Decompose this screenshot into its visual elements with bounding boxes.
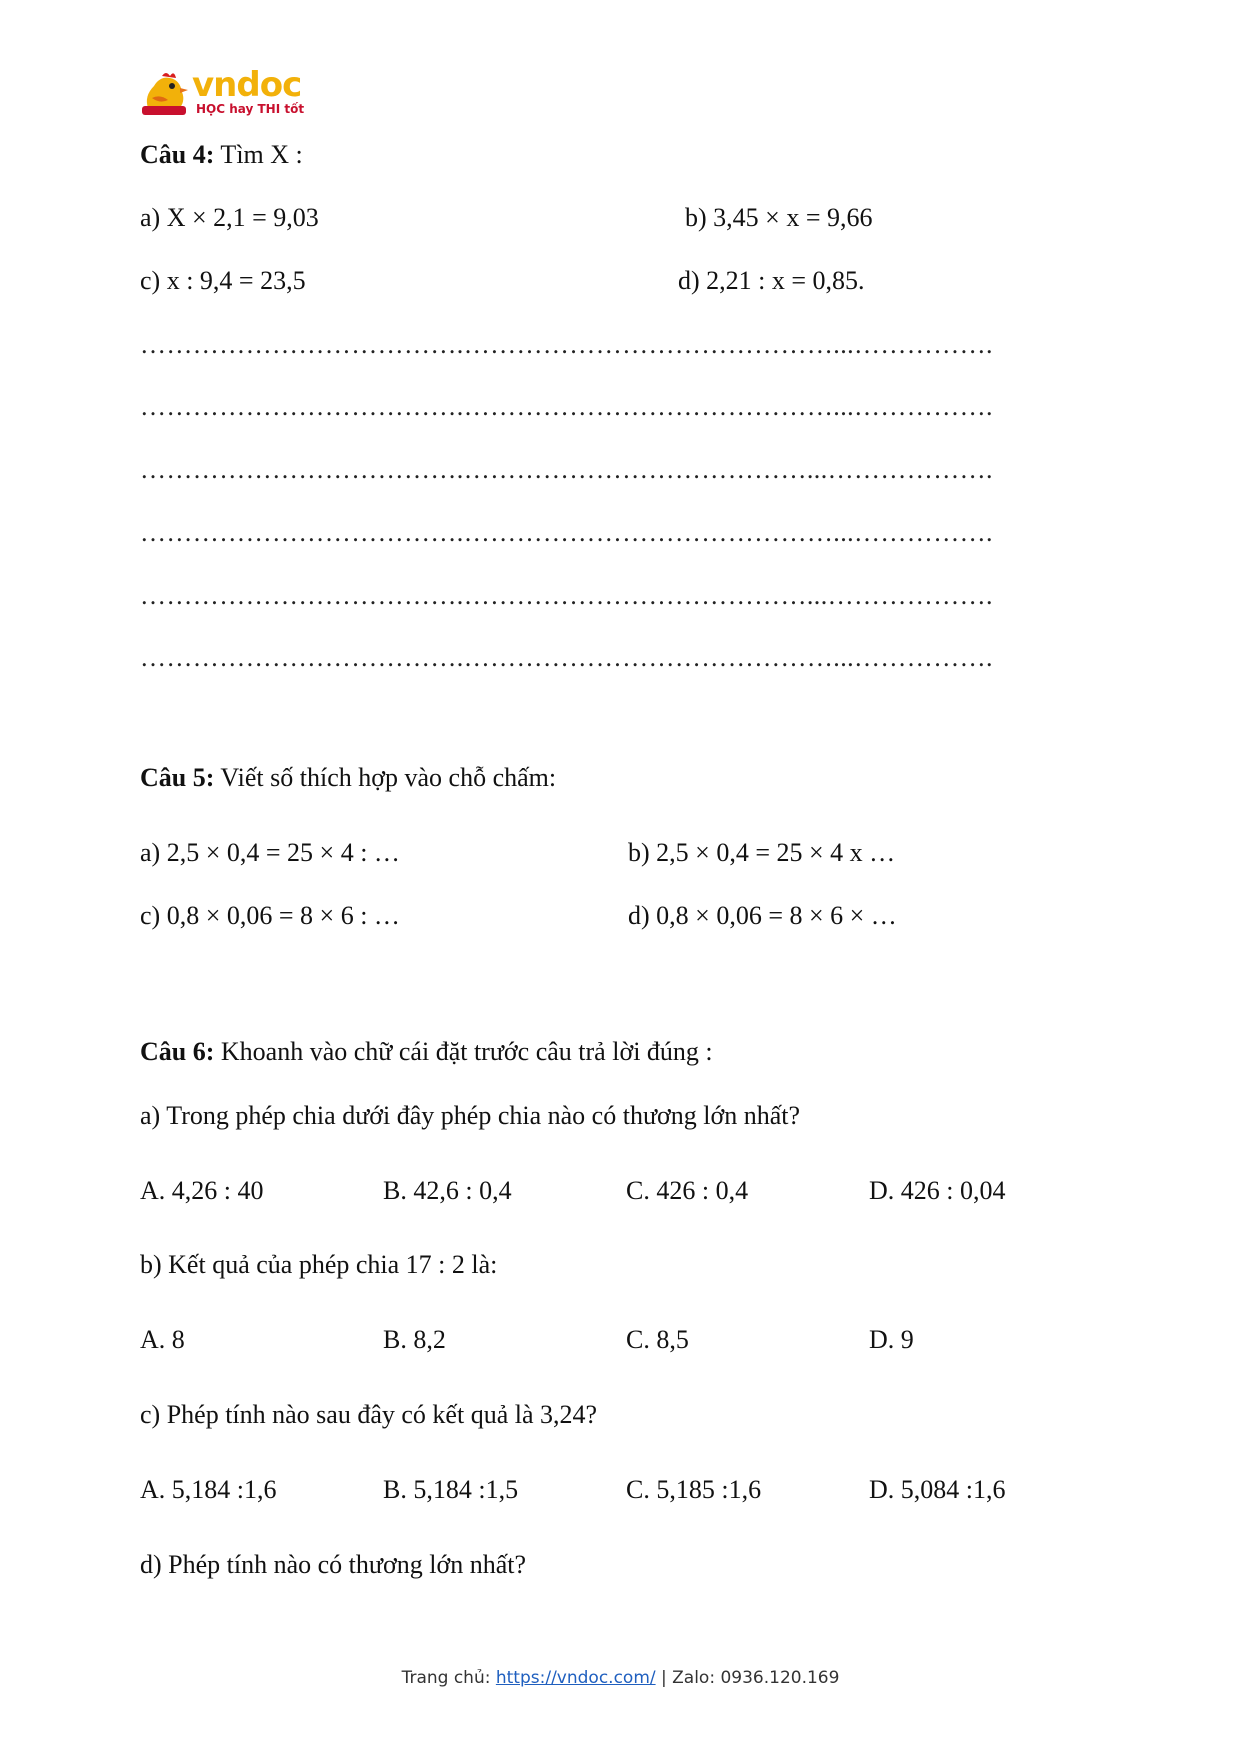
answer-option[interactable]: A. 4,26 : 40 (140, 1176, 264, 1205)
question-prompt: Tìm X : (214, 140, 303, 169)
logo-brand: vndoc (192, 65, 302, 105)
footer-prefix: Trang chủ: (401, 1668, 496, 1688)
answer-option[interactable]: B. 8,2 (383, 1325, 446, 1354)
answer-line: ……………………………….……………………………………...……………. (140, 518, 993, 547)
footer-zalo: | Zalo: 0936.120.169 (655, 1668, 840, 1688)
page-footer (0, 1667, 1241, 1689)
answer-line: ……………………………….……………………………………...……………. (140, 643, 993, 672)
answer-line: ……………………………….……………………………………...……………. (140, 330, 993, 359)
answer-option[interactable]: D. 426 : 0,04 (869, 1176, 1006, 1205)
answer-option[interactable]: B. 42,6 : 0,4 (383, 1176, 512, 1205)
answer-option[interactable]: D. 5,084 :1,6 (869, 1475, 1006, 1504)
answer-line: ……………………………….…………………………………...………………. (140, 581, 993, 610)
vndoc-logo (140, 64, 310, 124)
question-5-heading (140, 763, 556, 793)
q5-part-d: d) 0,8 × 0,06 = 8 × 6 × … (628, 901, 897, 930)
question-4-heading (140, 140, 303, 170)
home-link[interactable]: https://vndoc.com/ (495, 1668, 656, 1688)
answer-option[interactable]: A. 5,184 :1,6 (140, 1475, 277, 1504)
question-label: Câu 4: (140, 140, 215, 169)
answer-line: ……………………………….……………………………………...……………. (140, 392, 993, 421)
q6-subquestion-a: a) Trong phép chia dưới đây phép chia nào có thương lớn nhất? (140, 1101, 801, 1130)
q5-part-b: b) 2,5 × 0,4 = 25 × 4 x … (628, 838, 896, 867)
question-prompt: Khoanh vào chữ cái đặt trước câu trả lời đúng : (214, 1037, 713, 1066)
q4-part-c: c) x : 9,4 = 23,5 (140, 266, 306, 295)
answer-option[interactable]: B. 5,184 :1,5 (383, 1475, 519, 1504)
answer-option[interactable]: C. 5,185 :1,6 (626, 1475, 762, 1504)
answer-line: ……………………………….…………………………………...………………. (140, 455, 993, 484)
q6-subquestion-c: c) Phép tính nào sau đây có kết quả là 3,24? (140, 1400, 598, 1429)
q4-part-d: d) 2,21 : x = 0,85. (678, 266, 865, 295)
logo-tagline: HỌC hay THI tốt (196, 102, 305, 116)
q6-subquestion-b: b) Kết quả của phép chia 17 : 2 là: (140, 1250, 498, 1279)
question-6-heading (140, 1037, 713, 1067)
q5-part-a: a) 2,5 × 0,4 = 25 × 4 : … (140, 838, 400, 867)
q5-part-c: c) 0,8 × 0,06 = 8 × 6 : … (140, 901, 400, 930)
question-prompt: Viết số thích hợp vào chỗ chấm: (214, 763, 557, 792)
answer-option[interactable]: C. 8,5 (626, 1325, 689, 1354)
answer-option[interactable]: C. 426 : 0,4 (626, 1176, 749, 1205)
question-label: Câu 5: (140, 763, 215, 792)
q4-part-a: a) X × 2,1 = 9,03 (140, 203, 319, 232)
answer-option[interactable]: A. 8 (140, 1325, 185, 1354)
answer-option[interactable]: D. 9 (869, 1325, 914, 1354)
q4-part-b: b) 3,45 × x = 9,66 (685, 203, 873, 232)
question-label: Câu 6: (140, 1037, 215, 1066)
q6-subquestion-d: d) Phép tính nào có thương lớn nhất? (140, 1550, 527, 1579)
rooster-mascot-icon (140, 68, 192, 120)
